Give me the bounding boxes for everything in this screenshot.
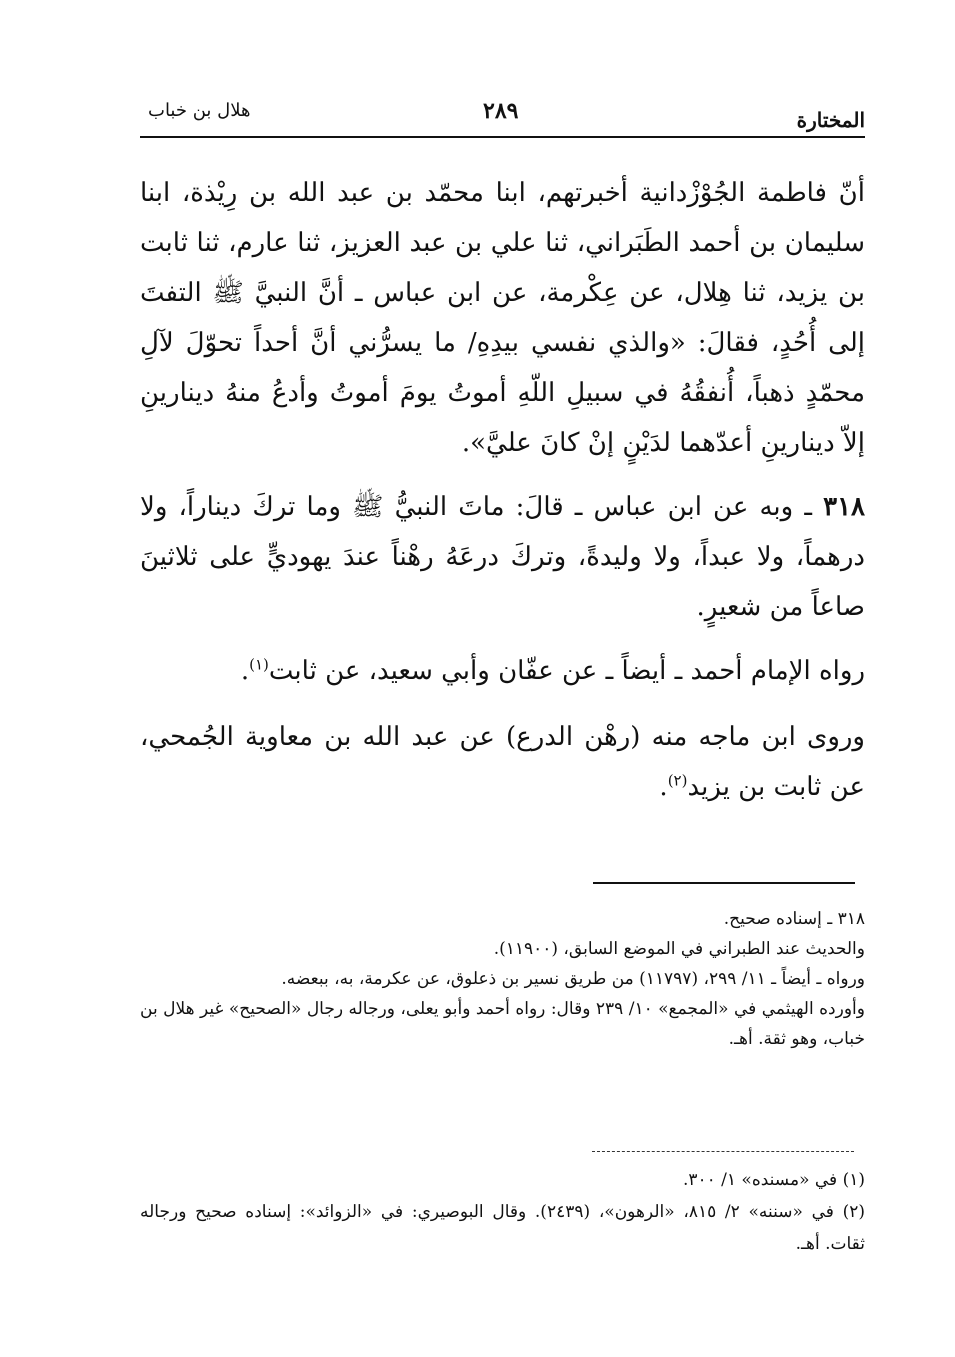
takhrij-notes [140, 904, 865, 1054]
footnote-ref-1[interactable]: (١) [249, 655, 269, 674]
note-line: ورواه ـ أيضاً ـ ١١/ ٢٩٩، (١١٧٩٧) من طريق نسير بن ذعلوق، عن عكرمة، به، ببعضه. [281, 969, 865, 989]
page-header [140, 92, 865, 134]
main-text [140, 168, 865, 826]
hadith-text: ـ وبه عن ابن عباس ـ قالَ: ماتَ النبيُّ ﷺ وما تركَ ديناراً، ولا درهماً، ولا عبداً، ولا وليدةً، وتركَ درعَهُ رهْناً عندَ يهوديٍّ على ثلاثينَ صاعاً من شعيرٍ. [140, 492, 865, 622]
paragraph-ahmad [140, 646, 865, 696]
ibn-majah-end: . [659, 772, 668, 802]
header-rule [140, 136, 865, 138]
note-line: والحديث عند الطبراني في الموضع السابق، (١١٩٠٠). [493, 939, 865, 959]
ahmad-end: . [240, 656, 250, 686]
notes-separator [593, 882, 855, 884]
ibn-majah-text: وروى ابن ماجه منه (رهْن الدرع) عن عبد الله بن معاوية الجُمحي، عن ثابت بن يزيد [140, 722, 865, 802]
ahmad-text: رواه الإمام أحمد ـ أيضاً ـ عن عفّان وأبي سعيد، عن ثابت [268, 656, 865, 686]
page-number: ٢٨٩ [483, 98, 519, 124]
note-line: ٣١٨ ـ إسناده صحيح. [723, 909, 865, 929]
footnotes-separator [592, 1151, 854, 1152]
footnote-ref-2[interactable]: (٢) [667, 771, 688, 790]
book-title: المختارة [796, 108, 865, 132]
chapter-title: هلال بن خباب [148, 100, 251, 121]
footnote-2: (٢) في «سننه» ٢/ ٨١٥، «الرهون»، (٢٤٣٩). وقال البوصيري: في «الزوائد»: إسناده صحيح ورجاله ثقات. أهـ. [140, 1202, 866, 1254]
hadith-number: ٣١٨ [823, 492, 866, 522]
footnotes [140, 1164, 865, 1260]
paragraph-isnad: أنّ فاطمة الجُوْزْدانية أخبرتهم، ابنا محمّد بن عبد الله بن رِيْذة، ابنا سليمان بن أحمد الطَبَراني، ثنا علي بن عبد العزيز، ثنا عارم، ثنا ثابت بن يزيد، ثنا هِلال، عن عِكْرمة، عن ابن عباس ـ أنَّ النبيَّ ﷺ التفتَ إلى أُحُدٍ، فقالَ: «والذي نفسي بيدِهِ/ ما يسرُّني أنَّ أحداً تحوّلَ لآلِ محمّدٍ ذهباً، أُنفقُهُ في سبيلِ اللّهِ أموتُ يومَ أموتُ وأدعُ منهُ دينارينِ إلاّ دينارينِ أعدّهما لدَيْنٍ إنْ كانَ عليَّ». [140, 178, 865, 458]
paragraph-ibn-majah [140, 712, 865, 812]
footnote-1: (١) في «مسنده» ١/ ٣٠٠. [682, 1170, 865, 1190]
paragraph-hadith-318 [140, 482, 865, 632]
note-line: وأورده الهيثمي في «المجمع» ١٠/ ٢٣٩ وقال: رواه أحمد وأبو يعلى، ورجاله رجال «الصحيح» غير هلال بن خباب، وهو ثقة. أهـ. [140, 999, 865, 1049]
